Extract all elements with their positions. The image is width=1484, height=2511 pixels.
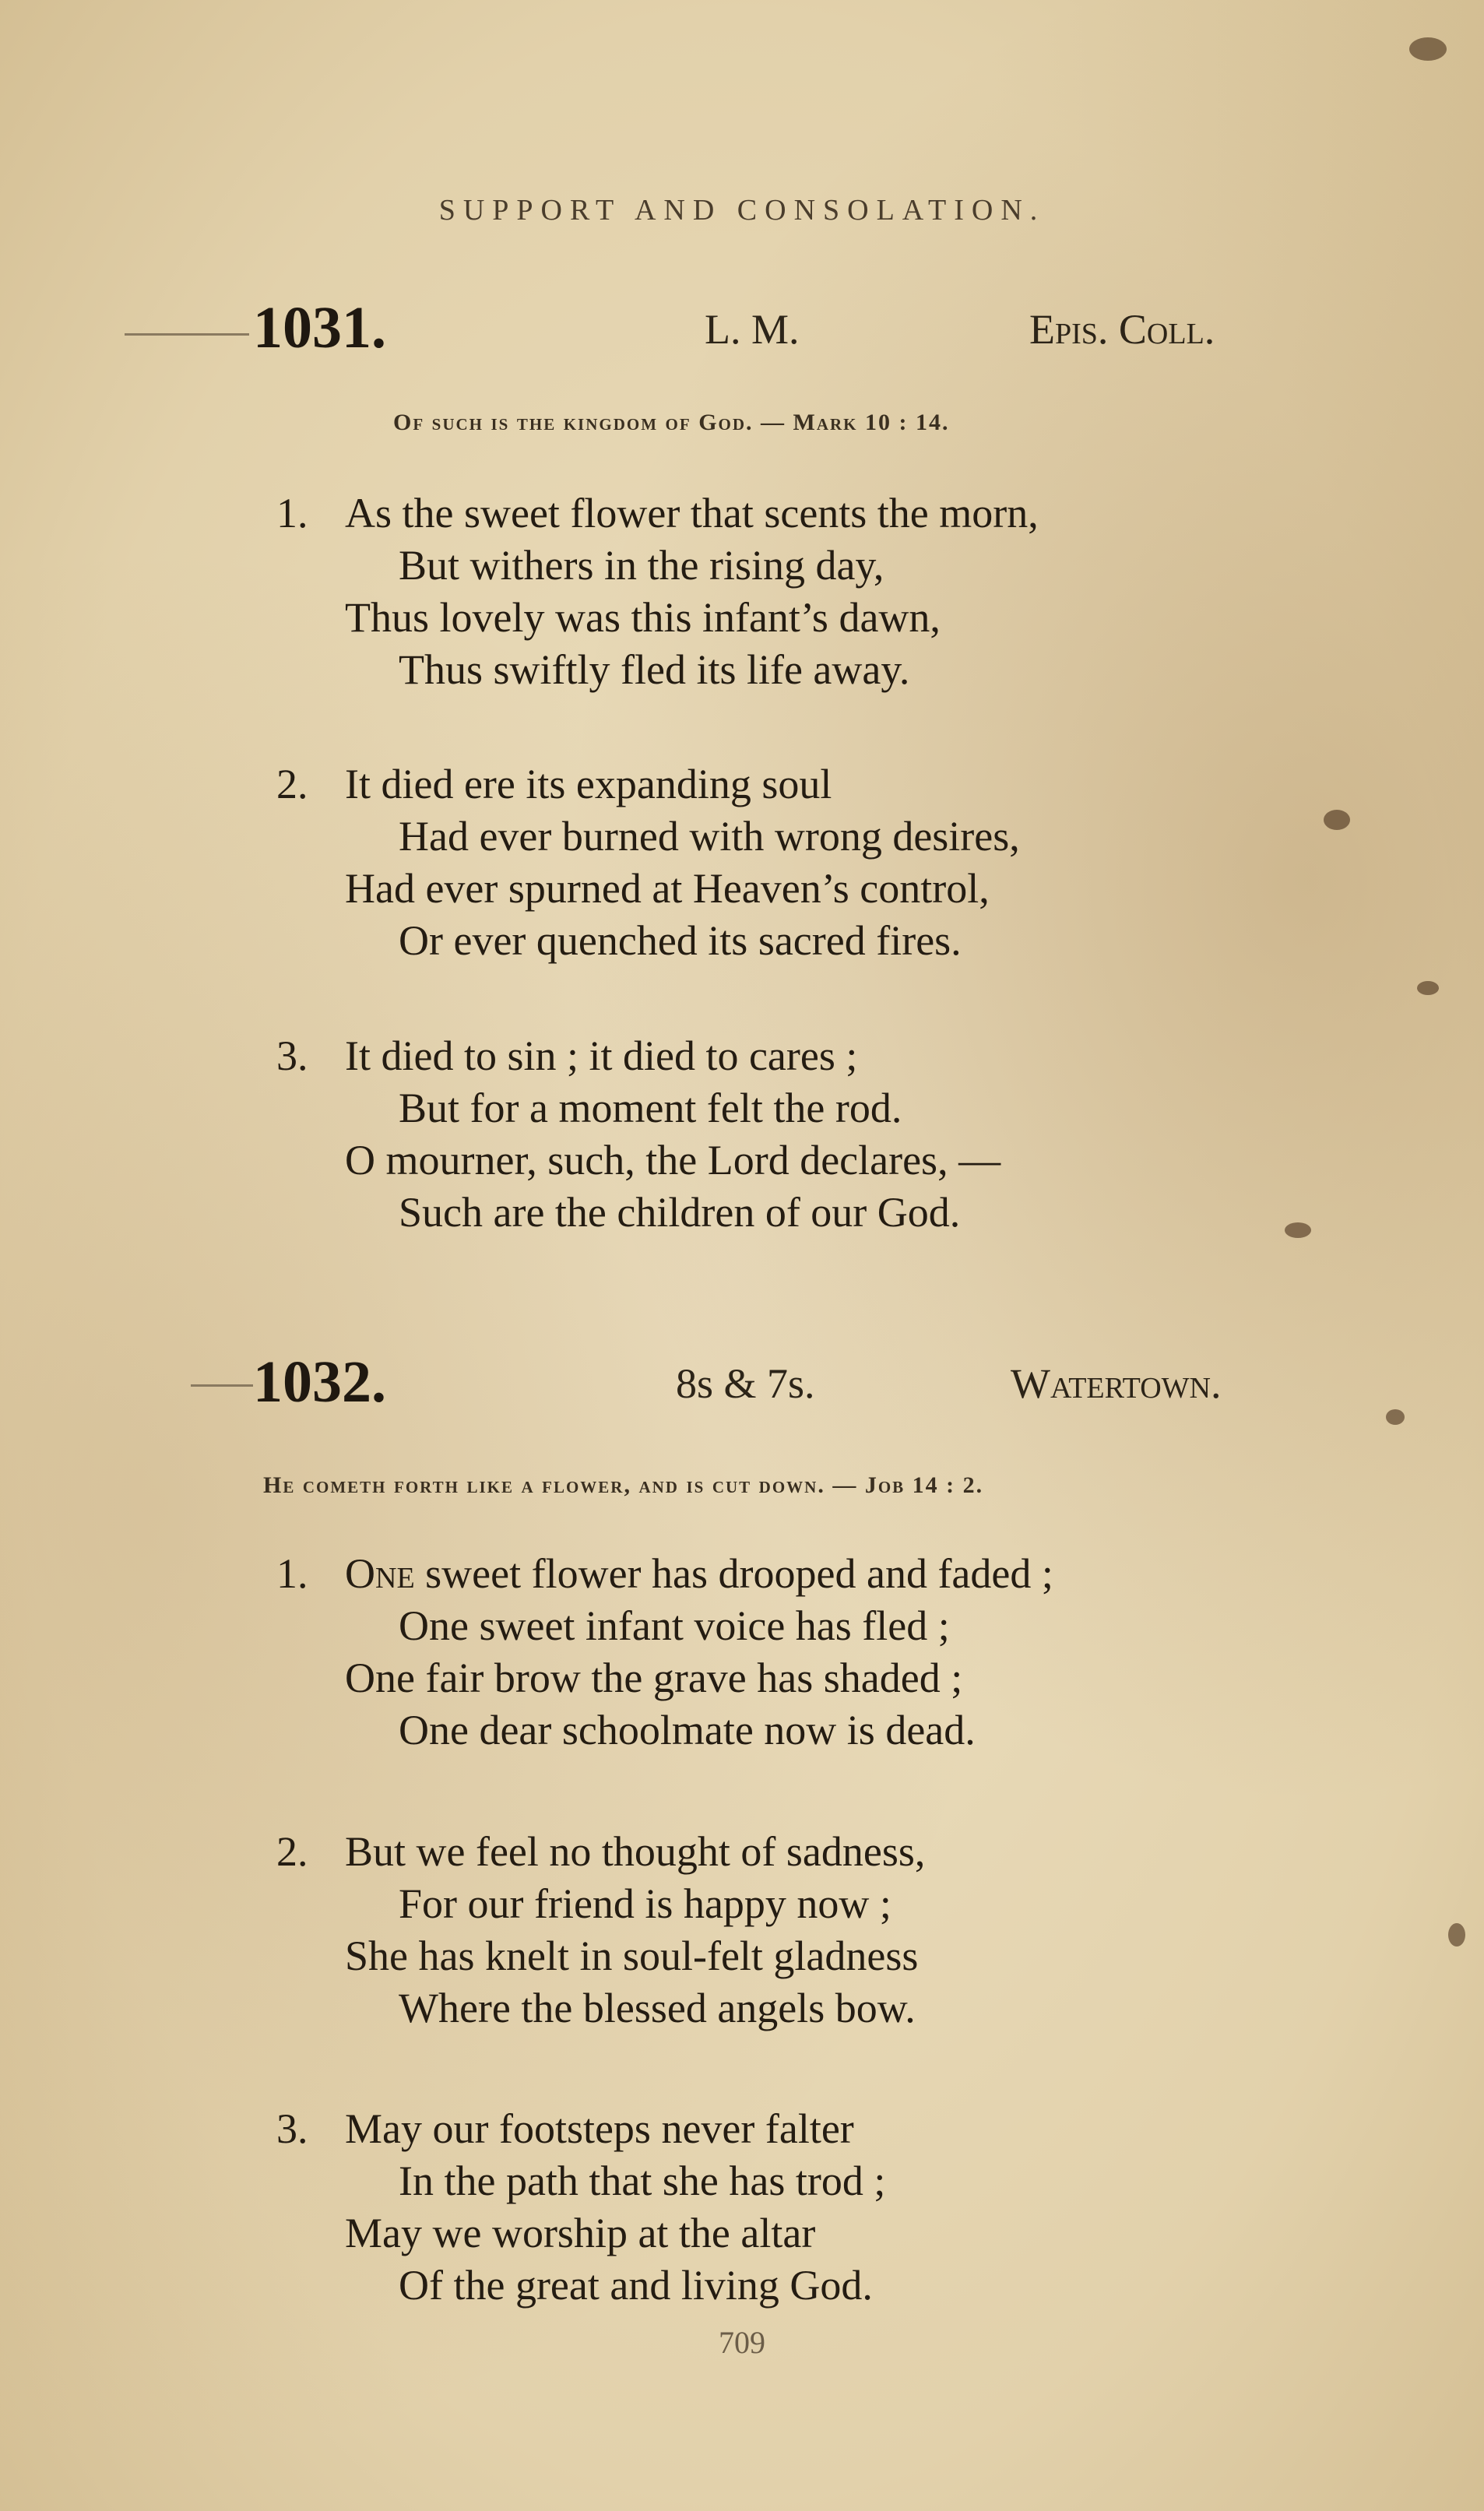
- verse-line: But we feel no thought of sadness,: [345, 1828, 926, 1875]
- verse-line: [345, 1549, 1053, 1598]
- verse-line: In the path that she has trod ;: [399, 2158, 886, 2204]
- verse-line: Where the blessed angels bow.: [399, 1985, 916, 2031]
- verse-line: Or ever quenched its sacred fires.: [399, 917, 962, 964]
- verse-line: Had ever spurned at Heaven’s control,: [345, 865, 990, 912]
- verse-line: One fair brow the grave has shaded ;: [345, 1655, 963, 1701]
- drop-word: One: [345, 1550, 415, 1597]
- verse-number: 3.: [276, 1032, 308, 1079]
- verse-line-rest: sweet flower has drooped and faded ;: [414, 1550, 1053, 1597]
- ink-stain: [1386, 1409, 1405, 1425]
- page-number: 709: [719, 2325, 765, 2360]
- verse-number: 1.: [276, 1550, 308, 1597]
- hymn-tune: Epis. Coll.: [1029, 306, 1215, 353]
- verse-line: Of the great and living God.: [399, 2262, 873, 2309]
- ink-stain: [1409, 37, 1447, 61]
- verse-line: Thus swiftly fled its life away.: [399, 646, 910, 693]
- verse-number: 2.: [276, 761, 308, 807]
- verse-line: One dear schoolmate now is dead.: [399, 1707, 976, 1753]
- running-head: SUPPORT AND CONSOLATION.: [438, 194, 1046, 227]
- ink-stain: [1417, 981, 1439, 995]
- verse-line: For our friend is happy now ;: [399, 1880, 891, 1927]
- hymn-number: 1032.: [253, 1349, 386, 1415]
- verse-line: She has knelt in soul-felt gladness: [345, 1932, 919, 1979]
- hymn-header: [0, 294, 1484, 360]
- scripture-reference: Of such is the kingdom of God. — Mark 10 : 14.: [393, 410, 950, 435]
- hymn-header: [0, 1349, 1484, 1415]
- verse-line: Such are the children of our God.: [399, 1189, 961, 1236]
- ink-stain: [1285, 1222, 1311, 1238]
- verse-line: It died to sin ; it died to cares ;: [345, 1032, 858, 1079]
- verse-number: 1.: [276, 490, 308, 536]
- ink-stain: [1324, 810, 1350, 830]
- hymn-tune: Watertown.: [1011, 1360, 1222, 1407]
- ink-stain: [1448, 1923, 1465, 1947]
- verse-line: O mourner, such, the Lord declares, —: [345, 1137, 1001, 1183]
- hymn-meter: L. M.: [705, 306, 800, 353]
- verse-line: May our footsteps never falter: [345, 2105, 854, 2152]
- verse-line: As the sweet flower that scents the morn,: [345, 490, 1039, 536]
- hymn-number: 1031.: [253, 295, 386, 360]
- hymn-meter: 8s & 7s.: [676, 1360, 815, 1407]
- verse-number: 3.: [276, 2105, 308, 2152]
- verse-line: But withers in the rising day,: [399, 542, 884, 589]
- verse-number: 2.: [276, 1828, 308, 1875]
- scripture-reference: He cometh forth like a flower, and is cut down. — Job 14 : 2.: [263, 1472, 984, 1498]
- verse-line: Had ever burned with wrong desires,: [399, 813, 1020, 860]
- verse-line: But for a moment felt the rod.: [399, 1085, 902, 1131]
- verse-line: Thus lovely was this infant’s dawn,: [345, 594, 941, 641]
- verse-line: It died ere its expanding soul: [345, 761, 832, 807]
- verse-line: One sweet infant voice has fled ;: [399, 1602, 950, 1649]
- verse-line: May we worship at the altar: [345, 2210, 816, 2256]
